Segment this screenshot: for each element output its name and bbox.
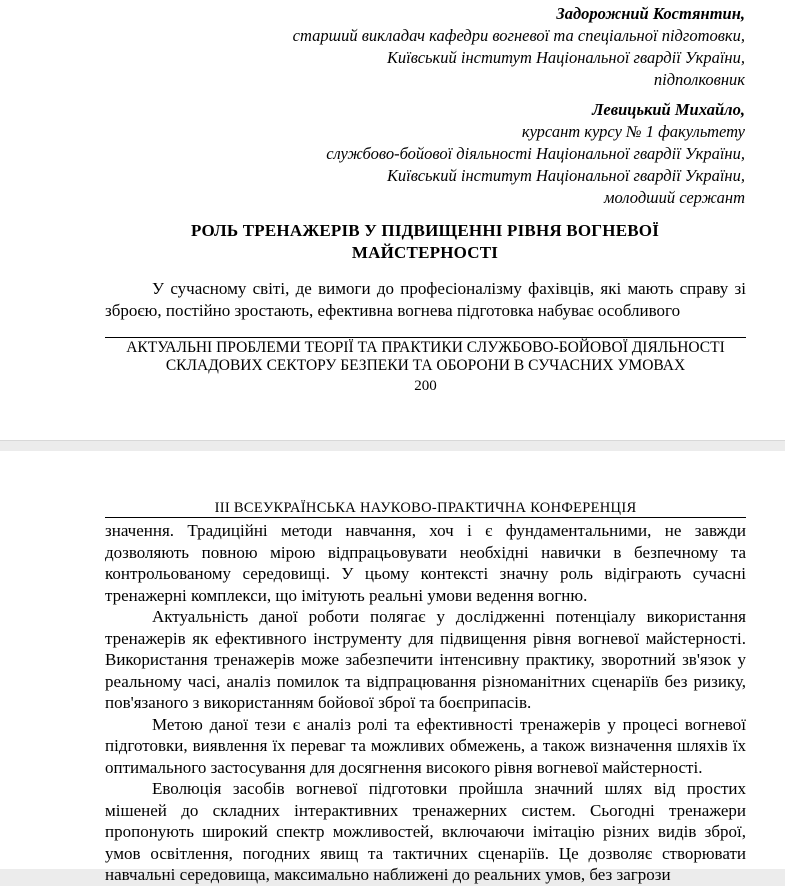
author-affiliation: Київський інститут Національної гвардії України, [386,48,745,67]
title-line: РОЛЬ ТРЕНАЖЕРІВ У ПІДВИЩЕННІ РІВНЯ ВОГНЕВОЇ [190,221,660,240]
footer-line: АКТУАЛЬНІ ПРОБЛЕМИ ТЕОРІЇ ТА ПРАКТИКИ СЛУЖБОВО-БОЙОВОЇ ДІЯЛЬНОСТІ [126,339,725,356]
author-position: курсант курсу № 1 факультету [521,122,745,141]
author-block-1 [293,3,745,91]
page-number: 200 [414,378,437,394]
author-rank: молодший сержант [604,188,745,207]
title-line: МАЙСТЕРНОСТІ [351,243,499,262]
author-position: старший викладач кафедри вогневої та спеціальної підготовки, [292,26,745,45]
body-paragraph: Еволюція засобів вогневої підготовки пройшла значний шлях від простих мішеней до складних інтерактивних тренажерних систем. Сьогодні тренажери пропонують широкий спектр можливостей, включаючи імітацію різних видів зброї, умов освітлення, погодних явищ та тактичних сценаріїв. Це дозволяє створювати навчальні середовища, максимально наближені до реальних умов, без загрози [105,779,746,884]
page-footer [105,339,746,375]
author-name: Задорожний Костянтин, [556,4,745,23]
body-paragraph: Метою даної тези є аналіз ролі та ефективності тренажерів у процесі вогневої підготовки, виявлення їх переваг та можливих обмежень, а також визначення шляхів їх оптимального застосування для досягнення високого рівня вогневої майстерності. [105,714,746,777]
author-rank: підполковник [653,70,745,89]
header-divider [105,517,746,518]
intro-paragraph: У сучасному світі, де вимоги до професіоналізму фахівців, які мають справу зі зброєю, постійно зростають, ефективна вогнева підготовка набуває особливого [105,279,746,320]
author-name: Левицький Михайло, [592,100,745,119]
page-separator [0,440,785,441]
author-affiliation: Київський інститут Національної гвардії України, [386,166,745,185]
footer-line: СКЛАДОВИХ СЕКТОРУ БЕЗПЕКИ ТА ОБОРОНИ В СУЧАСНИХ УМОВАХ [165,357,686,374]
paper-title [105,220,745,264]
body-text [105,520,746,886]
page-header: ІІІ ВСЕУКРАЇНСЬКА НАУКОВО-ПРАКТИЧНА КОНФЕРЕНЦІЯ [214,500,637,516]
author-faculty: службово-бойової діяльності Національної гвардії України, [326,144,745,163]
body-paragraph: значення. Традиційні методи навчання, хоч і є фундаментальними, не завжди дозволяють повною мірою відпрацьовувати необхідні навички в безпечному та контрольованому середовищі. У цьому контексті значну роль відіграють сучасні тренажерні комплекси, що імітують реальні умови ведення вогню. [105,521,746,605]
footer-divider [105,337,746,338]
body-paragraph: Актуальність даної роботи полягає у дослідженні потенціалу використання тренажерів як ефективного інструменту для підвищення рівня вогневої майстерності. Використання тренажерів може забезпечити інтенсивну практику, зворотний зв'язок у реальному часі, аналіз помилок та відпрацювання різноманітних сценаріїв без ризику, пов'язаного з використанням бойової зброї та боєприпасів. [105,607,746,712]
document-page-2 [0,451,785,884]
author-block-2 [326,99,745,209]
document-page-1 [0,0,785,440]
